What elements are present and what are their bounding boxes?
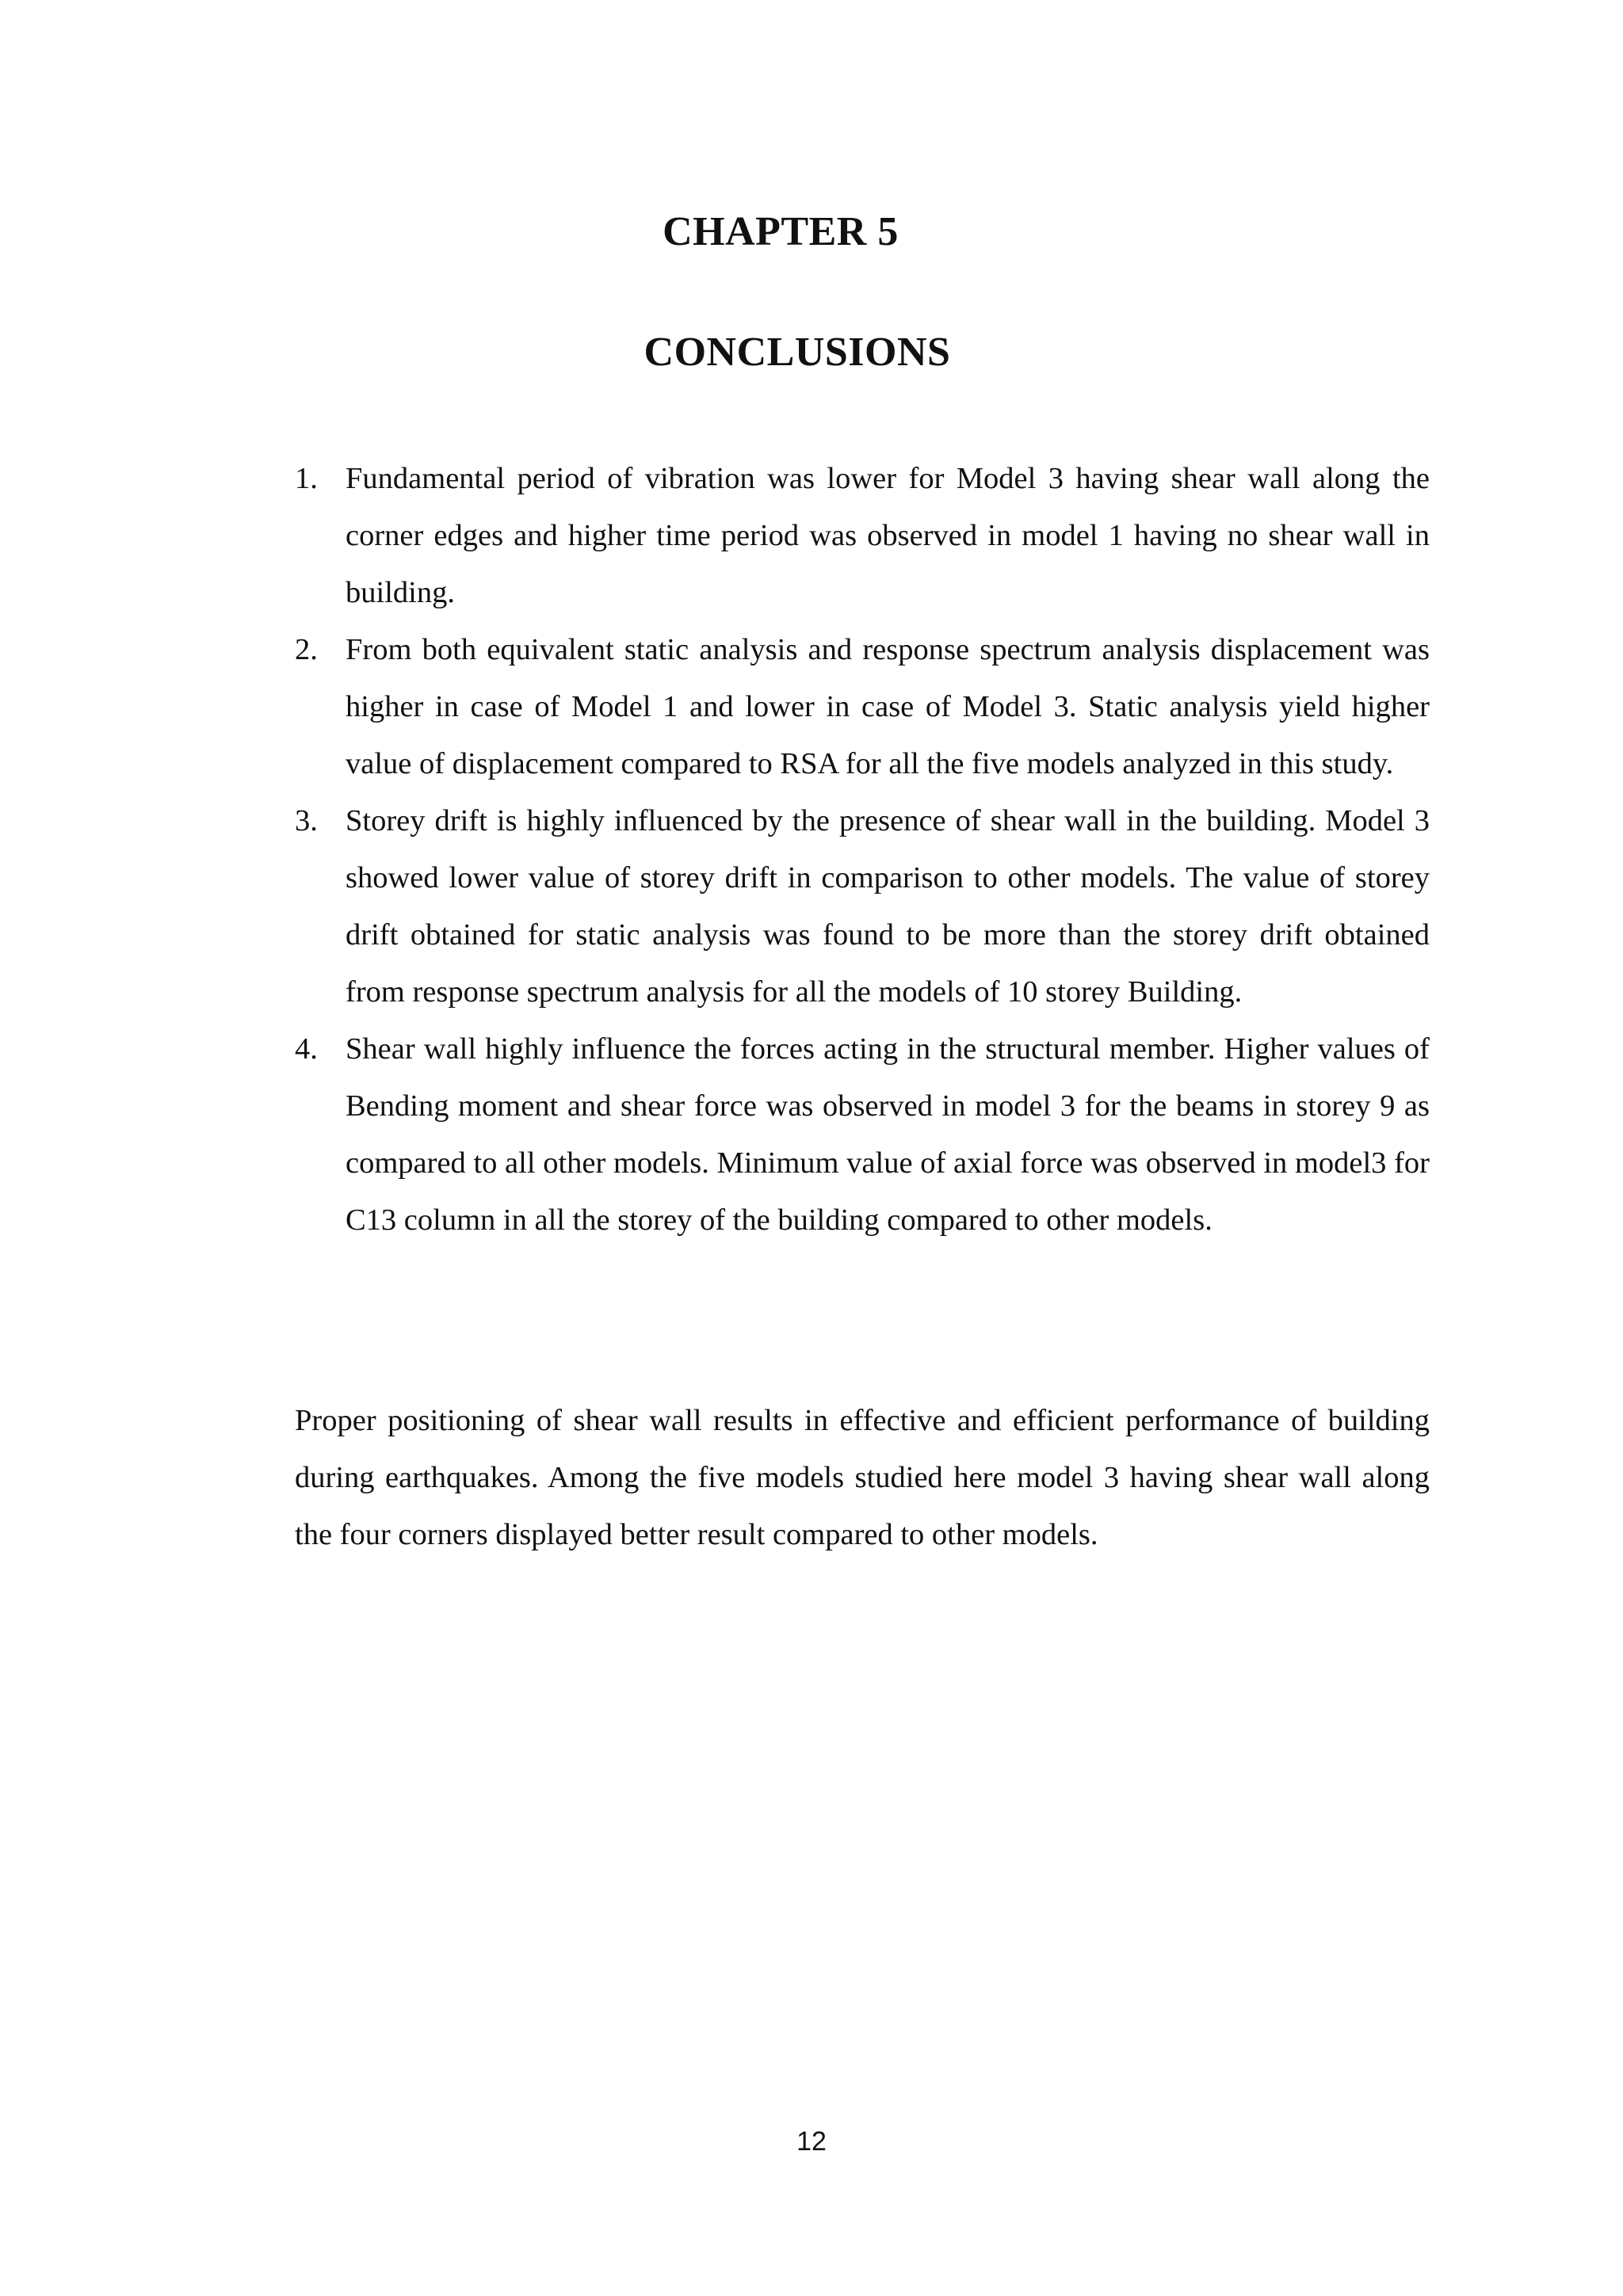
conclusion-text: Fundamental period of vibration was lower for Model 3 having shear wall along the corner edges and higher time period was observed in model 1 having no shear wall in building. bbox=[346, 462, 1430, 609]
conclusion-text: From both equivalent static analysis and response spectrum analysis displacement was higher in case of Model 1 and lower in case of Model 3. Static analysis yield higher value of displacement compared to RSA for all the five models analyzed in this study. bbox=[346, 633, 1430, 780]
conclusion-item-1 bbox=[295, 450, 1430, 621]
conclusion-item-2 bbox=[295, 621, 1430, 792]
conclusion-text: Shear wall highly influence the forces acting in the structural member. Higher values of Bending moment and shear force was observed in model 3 for the beams in storey 9 as compared to all other models. Minimum value of axial force was observed in model3 for C13 column in all the storey of the building compared to other models. bbox=[346, 1032, 1430, 1237]
chapter-number-heading: CHAPTER 5 bbox=[663, 209, 899, 254]
page-number: 12 bbox=[796, 2126, 827, 2157]
chapter-title-heading: CONCLUSIONS bbox=[643, 330, 951, 375]
summary-paragraph: Proper positioning of shear wall results in effective and efficient performance of building during earthquakes. Among the five models studied here model 3 having shear wall along the four corners displayed better result compared to other models. bbox=[295, 1404, 1430, 1551]
conclusion-item-3 bbox=[295, 792, 1430, 1020]
conclusion-number: 3. bbox=[295, 804, 318, 837]
conclusion-number: 4. bbox=[295, 1032, 318, 1066]
conclusion-number: 2. bbox=[295, 633, 318, 666]
conclusions-list bbox=[295, 450, 1430, 1249]
conclusion-number: 1. bbox=[295, 462, 318, 495]
conclusion-text: Storey drift is highly influenced by the presence of shear wall in the building. Model 3 showed lower value of storey drift in comparison to other models. The value of storey drift obtained for static analysis was found to be more than the storey drift obtained from response spectrum analysis for all the models of 10 storey Building. bbox=[346, 804, 1430, 1009]
conclusion-item-4 bbox=[295, 1020, 1430, 1249]
